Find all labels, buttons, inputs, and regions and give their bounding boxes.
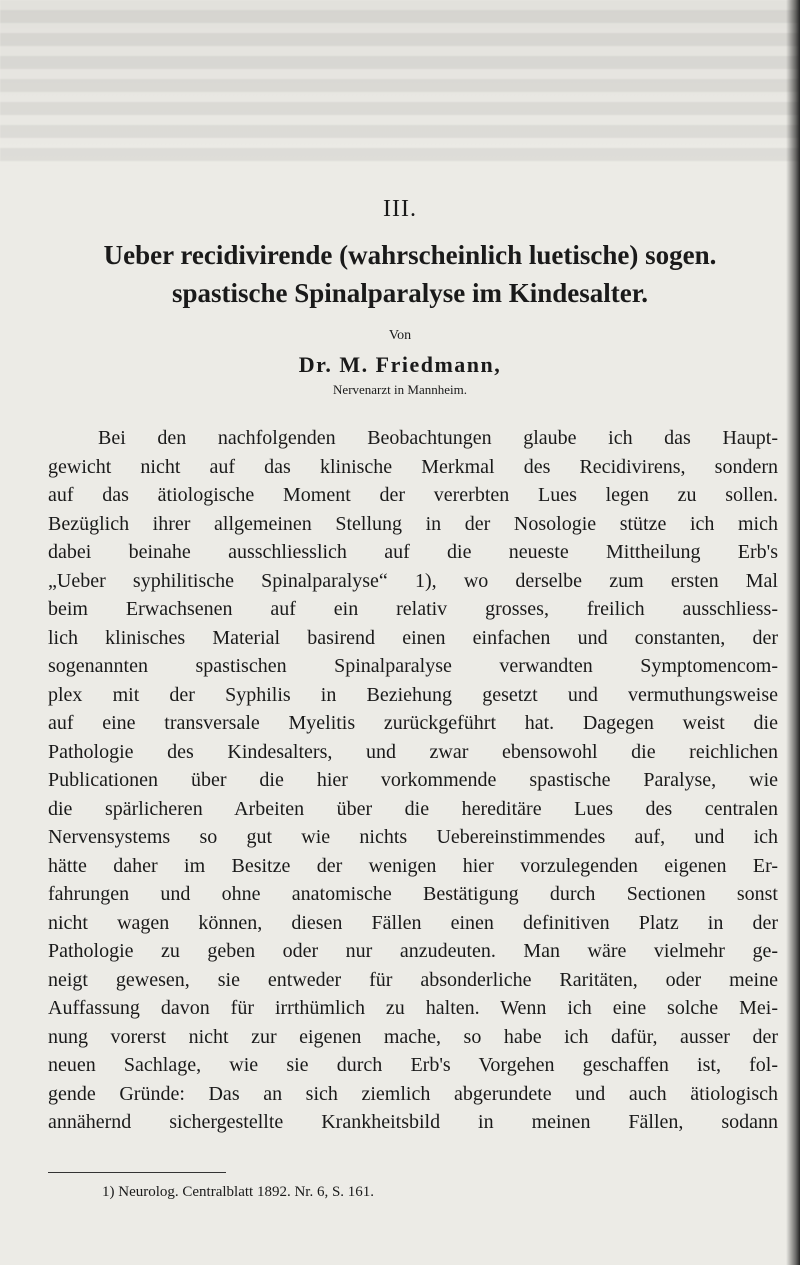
body-line: gewicht nicht auf das klinische Merkmal des Recidivirens, sondern: [48, 455, 778, 478]
body-line: plex mit der Syphilis in Beziehung gesetzt und vermuthungsweise: [48, 683, 778, 706]
author-name: Dr. M. Friedmann,: [298, 352, 502, 377]
body-line: auf eine transversale Myelitis zurückgeführt hat. Dagegen weist die: [48, 712, 778, 734]
article-title: [40, 236, 780, 312]
body-text: [48, 424, 778, 1137]
body-line: Pathologie zu geben oder nur anzudeuten. Man wäre vielmehr ge-: [48, 940, 778, 962]
chapter-numeral: III.: [383, 196, 417, 222]
body-line: „Ueber syphilitische Spinalparalyse“ 1), wo derselbe zum ersten Mal: [48, 569, 778, 592]
body-line: annähernd sichergestellte Krankheitsbild in meinen Fällen, sodann: [48, 1111, 778, 1133]
body-line: die spärlicheren Arbeiten über die hereditäre Lues des centralen: [48, 797, 778, 820]
body-line: sogenannten spastischen Spinalparalyse verwandten Symptomencom-: [48, 655, 778, 677]
body-line: Pathologie des Kindesalters, und zwar ebensowohl die reichlichen: [48, 740, 778, 763]
body-line: nicht wagen können, diesen Fällen einen definitiven Platz in der: [48, 911, 778, 934]
body-line: dabei beinahe ausschliesslich auf die neueste Mittheilung Erb's: [48, 541, 778, 563]
title-line: Ueber recidivirende (wahrscheinlich luetische) sogen.: [103, 240, 717, 270]
footnote: 1) Neurolog. Centralblatt 1892. Nr. 6, S. 161.: [102, 1184, 375, 1200]
author-affiliation: Nervenarzt in Mannheim.: [333, 382, 467, 397]
bleed-through-text-area: [0, 0, 800, 165]
footnote-rule: [48, 1172, 226, 1173]
body-line: Publicationen über die hier vorkommende spastische Paralyse, wie: [48, 769, 778, 791]
body-line: auf das ätiologische Moment der vererbten Lues legen zu sollen.: [48, 484, 778, 506]
body-line: nung vorerst nicht zur eigenen mache, so habe ich dafür, ausser der: [48, 1025, 778, 1048]
body-line: neigt gewesen, sie entweder für absonderliche Raritäten, oder meine: [48, 968, 778, 991]
body-line: fahrungen und ohne anatomische Bestätigung durch Sectionen sonst: [48, 883, 778, 905]
body-line: hätte daher im Besitze der wenigen hier vorzulegenden eigenen Er-: [48, 854, 778, 877]
body-line: beim Erwachsenen auf ein relativ grosses, freilich ausschliess-: [48, 598, 778, 620]
byline-prefix: Von: [388, 328, 412, 343]
body-line: Bezüglich ihrer allgemeinen Stellung in der Nosologie stütze ich mich: [48, 512, 778, 535]
page-edge-shadow: [786, 0, 800, 1265]
body-line: lich klinisches Material basirend einen einfachen und constanten, der: [48, 626, 778, 649]
body-line: neuen Sachlage, wie sie durch Erb's Vorgehen geschaffen ist, fol-: [48, 1054, 778, 1076]
body-line: Auffassung davon für irrthümlich zu halten. Wenn ich eine solche Mei-: [48, 997, 778, 1019]
body-line: Bei den nachfolgenden Beobachtungen glaube ich das Haupt-: [98, 427, 778, 449]
title-line: spastische Spinalparalyse im Kindesalter.: [171, 278, 649, 308]
body-line: Nervensystems so gut wie nichts Uebereinstimmendes auf, und ich: [48, 826, 778, 848]
body-line: gende Gründe: Das an sich ziemlich abgerundete und auch ätiologisch: [48, 1082, 778, 1105]
